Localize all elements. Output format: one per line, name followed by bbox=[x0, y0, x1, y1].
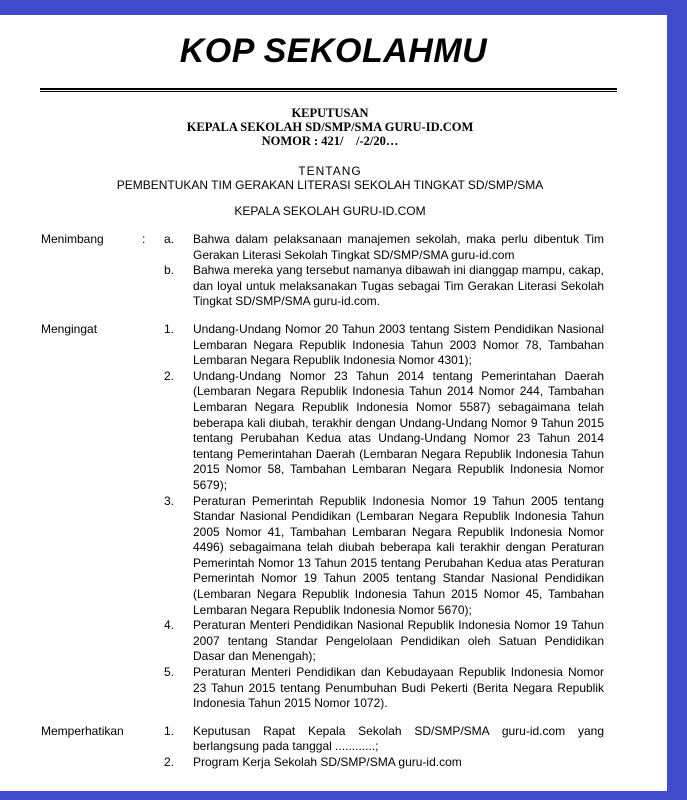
item-number: a. bbox=[163, 232, 174, 246]
section-mengingat bbox=[41, 322, 611, 712]
item-text: Bahwa mereka yang tersebut namanya dibawah ini dianggap mampu, cakap, dan loyal untuk melaksanakan Tugas sebagai Tim Gerakan Literasi Sekolah Tingkat SD/SMP/SMA guru-id.com. bbox=[193, 263, 604, 309]
heading-issuer-school: KEPALA SEKOLAH SD/SMP/SMA GURU-ID.COM bbox=[186, 120, 474, 134]
item-number: 1. bbox=[163, 321, 174, 336]
heading-subject: PEMBENTUKAN TIM GERAKAN LITERASI SEKOLAH TINGKAT SD/SMP/SMA bbox=[116, 178, 544, 192]
item-text: Undang-Undang Nomor 23 Tahun 2014 tentang Pemerintahan Daerah (Lembaran Negara Republik Indonesia Tahun 2014 Nomor 244, Tambahan Lembaran Negara Republik Indonesia Nomor 5587) sebagaimana telah beberapa kali diubah, terakhir dengan Undang-Undang Nomor 9 Tahun 2015 tentang Perubahan Kedua atas Undang-Undang Nomor 23 Tahun 2014 tentang Pemerintahan Daerah (Lembaran Negara Republik Indonesia Tahun 2015 Nomor 58, Tambahan Lembaran Negara Republik Indonesia Nomor 5679); bbox=[193, 368, 604, 492]
decree-heading bbox=[0, 106, 660, 148]
item-number: 5. bbox=[163, 665, 174, 680]
item-number: 3. bbox=[163, 493, 174, 508]
list-item bbox=[41, 369, 611, 494]
item-number: 1. bbox=[163, 723, 174, 738]
list-item bbox=[41, 665, 611, 712]
heading-keputusan: KEPUTUSAN bbox=[291, 106, 369, 120]
section-colon: : bbox=[142, 232, 146, 246]
item-text: Peraturan Menteri Pendidikan dan Kebudayaan Republik Indonesia Nomor 23 Tahun 2015 tentang Penumbuhan Budi Pekerti (Berita Negara Republik Indonesia Tahun 2015 Nomor 1072). bbox=[193, 665, 604, 711]
section-label: Menimbang bbox=[41, 232, 104, 246]
decree-subject bbox=[0, 164, 660, 192]
document-header bbox=[0, 15, 667, 232]
list-item bbox=[41, 263, 611, 310]
letterhead-title: KOP SEKOLAHMU bbox=[179, 32, 488, 70]
list-item bbox=[41, 755, 611, 771]
heading-issuer: KEPALA SEKOLAH GURU-ID.COM bbox=[234, 204, 426, 218]
list-item bbox=[41, 618, 611, 665]
list-item bbox=[41, 724, 611, 755]
item-text: Program Kerja Sekolah SD/SMP/SMA guru-id.com bbox=[193, 755, 462, 769]
section-memperhatikan bbox=[41, 724, 611, 771]
item-text: Peraturan Menteri Pendidikan Nasional Republik Indonesia Nomor 19 Tahun 2007 tentang Standar Pengelolaan Pendidikan oleh Satuan Pendidikan Dasar dan Menengah); bbox=[193, 618, 604, 664]
list-item bbox=[41, 232, 611, 263]
document-page bbox=[0, 15, 667, 791]
heading-number: NOMOR : 421/ /-2/20… bbox=[261, 134, 399, 148]
item-number: 2. bbox=[163, 368, 174, 383]
item-number: 2. bbox=[163, 755, 174, 769]
item-text: Undang-Undang Nomor 20 Tahun 2003 tentang Sistem Pendidikan Nasional Lembaran Negara Republik Indonesia Tahun 2003 Nomor 78, Tambahan Lembaran Negara Republik Indonesia Nomor 4301); bbox=[193, 321, 604, 368]
list-item bbox=[41, 322, 611, 369]
item-number: 4. bbox=[163, 618, 174, 633]
item-number: b. bbox=[163, 263, 174, 278]
item-text: Keputusan Rapat Kepala Sekolah SD/SMP/SMA guru-id.com yang berlangsung pada tanggal ............; bbox=[193, 723, 604, 754]
item-text: Bahwa dalam pelaksanaan manajemen sekolah, maka perlu dibentuk Tim Gerakan Literasi Sekolah Tingkat SD/SMP/SMA guru-id.com bbox=[193, 232, 604, 262]
section-label: Mengingat bbox=[41, 321, 98, 336]
heading-tentang: TENTANG bbox=[298, 164, 362, 178]
section-label: Memperhatikan bbox=[41, 723, 124, 738]
letterhead-double-rule bbox=[40, 88, 617, 92]
item-text: Peraturan Pemerintah Republik Indonesia Nomor 19 Tahun 2005 tentang Standar Nasional Pendidikan (Lembaran Negara Republik Indonesia Tahun 2005 Nomor 41, Tambahan Lembaran Negara Republik Indonesia Nomor 4496) sebagaimana telah diubah beberapa kali terakhir dengan Peraturan Pemerintah Nomor 13 Tahun 2015 tentang Perubahan Kedua atas Peraturan Pemerintah Nomor 19 Tahun 2005 tentang Standar Nasional Pendidikan (Lembaran Negara Republik Indonesia Tahun 2015 Nomor 45, Tambahan Lembaran Negara Republik Indonesia Nomor 5670); bbox=[193, 493, 604, 617]
section-menimbang bbox=[41, 232, 611, 310]
list-item bbox=[41, 494, 611, 619]
